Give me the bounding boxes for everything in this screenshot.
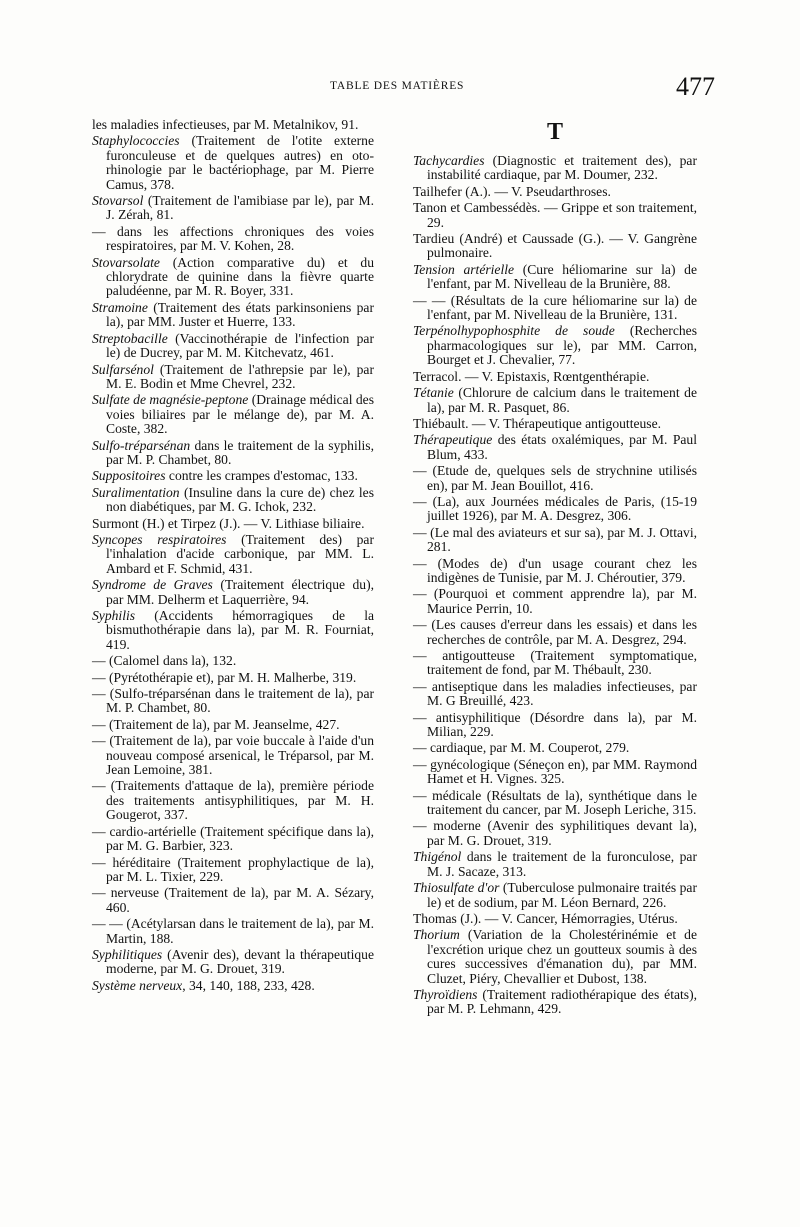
index-term: Suralimentation — [92, 484, 180, 500]
index-text: Surmont (H.) et Tirpez (J.). — V. Lithiase biliaire. — [92, 515, 365, 531]
index-text: (Tuberculose pulmonaire traités par le) et de sodium, par M. Léon Bernard, 226. — [427, 880, 697, 910]
index-text: (Traitement radiothérapique des états), par M. P. Lehmann, 429. — [427, 986, 697, 1017]
index-entry — [92, 825, 374, 854]
index-entry — [92, 439, 374, 468]
index-entry — [413, 201, 697, 230]
index-entry — [413, 881, 697, 910]
index-text: les maladies infectieuses, par M. Metalnikov, 91. — [92, 117, 359, 132]
index-term: Système nerveux — [92, 977, 183, 993]
index-entry — [92, 363, 374, 392]
index-term: Tachycardies — [413, 153, 485, 168]
index-text: Tanon et Cambessédès. — Grippe et son traitement, 29. — [413, 200, 697, 230]
index-entry — [413, 232, 697, 261]
index-text: — antigoutteuse (Traitement symptomatique, traitement de fond, par M. Thébault, 230. — [413, 648, 697, 678]
index-column-right — [413, 118, 697, 1019]
index-text: — (Traitements d'attaque de la), première période des traitements antisyphilitiques, par M. H. Gougerot, 337. — [92, 778, 374, 823]
index-entry — [92, 886, 374, 915]
index-term: Tétanie — [413, 385, 454, 401]
index-entry — [413, 680, 697, 709]
index-entry — [413, 154, 697, 183]
index-text: Tardieu (André) et Caussade (G.). — V. Gangrène pulmonaire. — [413, 231, 697, 261]
index-entry — [413, 324, 697, 367]
index-text: — moderne (Avenir des syphilitiques devant la), par M. G. Drouet, 319. — [413, 818, 697, 848]
index-term: Stovarsolate — [92, 254, 160, 270]
index-text: — (Modes de) d'un usage courant chez les indigènes de Tunisie, par M. J. Chéroutier, 379. — [413, 555, 697, 585]
index-text: (Action comparative du) et du chlorydrate de quinine dans la fièvre quarte paludéenne, par M. R. Boyer, 331. — [106, 254, 374, 299]
index-text: — (Les causes d'erreur dans les essais) et dans les recherches de contrôle, par M. A. Desgrez, 294. — [413, 617, 697, 647]
index-entry — [92, 948, 374, 977]
index-entry — [92, 654, 374, 668]
index-text: — antisyphilitique (Désordre dans la), par M. Milian, 229. — [413, 709, 697, 740]
index-term: Thyroïdiens — [413, 986, 478, 1002]
index-entry — [413, 557, 697, 586]
index-entry — [92, 578, 374, 607]
index-entry — [413, 495, 697, 524]
index-term: Thorium — [413, 927, 460, 943]
index-entry — [413, 263, 697, 292]
index-entry — [413, 433, 697, 462]
index-entry — [413, 850, 697, 879]
index-text: — (Le mal des aviateurs et sur sa), par M. J. Ottavi, 281. — [413, 524, 697, 555]
index-text: — (Etude de, quelques sels de strychnine utilisés en), par M. Jean Bouillot, 416. — [413, 463, 697, 493]
index-text: — — (Résultats de la cure héliomarine sur la) de l'enfant, par M. Nivelleau de la Brunière, 131. — [413, 292, 697, 323]
index-entry — [92, 917, 374, 946]
index-text: (Chlorure de calcium dans le traitement de la), par M. R. Pasquet, 86. — [427, 385, 697, 415]
index-text: — — (Acétylarsan dans le traitement de la), par M. Martin, 188. — [92, 916, 374, 946]
index-text: — (Traitement de la), par M. Jeanselme, 427. — [92, 716, 340, 732]
index-entry — [413, 587, 697, 616]
index-entry — [413, 464, 697, 493]
index-entry — [92, 517, 374, 531]
index-term: Syndrome de Graves — [92, 577, 213, 593]
index-text: (Drainage médical des voies biliaires par le mélange de), par M. A. Coste, 382. — [106, 392, 374, 437]
page-number: 477 — [676, 72, 715, 101]
index-text: Thiébault. — V. Thérapeutique antigoutteuse. — [413, 415, 662, 431]
index-entry — [413, 526, 697, 555]
index-term: Syncopes respiratoires — [92, 531, 227, 547]
index-entry — [413, 294, 697, 323]
index-term: Sulfate de magnésie-peptone — [92, 392, 249, 408]
index-entry — [92, 687, 374, 716]
index-entry — [413, 711, 697, 740]
index-text: (Insuline dans la cure de) chez les non diabétiques, par M. G. Ichok, 232. — [106, 484, 374, 515]
index-entry — [413, 649, 697, 678]
section-letter: T — [546, 119, 563, 145]
index-term: Suppositoires — [92, 468, 166, 484]
index-term: Tension artérielle — [413, 261, 515, 277]
index-entry — [92, 671, 374, 685]
index-text: (Traitement des états parkinsoniens par la), par MM. Juster et Huerre, 133. — [106, 299, 374, 330]
index-entry — [92, 734, 374, 777]
index-text: , 34, 140, 188, 233, 428. — [182, 977, 315, 993]
index-entry — [413, 758, 697, 787]
index-entry — [92, 393, 374, 436]
index-entry — [413, 417, 697, 431]
index-text: (Traitement de l'amibiase par le), par M. J. Zérah, 81. — [106, 193, 374, 223]
index-entry — [413, 386, 697, 415]
index-entry — [92, 718, 374, 732]
index-text: — cardiaque, par M. M. Couperot, 279. — [413, 740, 630, 756]
index-text: — dans les affections chroniques des voies respiratoires, par M. V. Kohen, 28. — [92, 223, 374, 254]
index-term: Syphilis — [92, 608, 136, 623]
index-text: contre les crampes d'estomac, 133. — [168, 468, 358, 484]
index-entry — [92, 486, 374, 515]
index-term: Stramoine — [92, 299, 148, 315]
index-text: (Diagnostic et traitement des), par instabilité cardiaque, par M. Doumer, 232. — [427, 153, 697, 183]
index-text: (Cure héliomarine sur la) de l'enfant, par M. Nivelleau de la Brunière, 88. — [427, 261, 697, 292]
index-text: — (La), aux Journées médicales de Paris, (15-19 juillet 1926), par M. A. Desgrez, 306. — [413, 493, 697, 524]
index-term: Thigénol — [413, 849, 462, 865]
index-text: dans le traitement de la furonculose, par M. J. Sacaze, 313. — [427, 849, 697, 879]
index-entry — [92, 256, 374, 299]
index-text: (Traitement des) par l'inhalation d'acide carbonique, par MM. L. Ambard et F. Schmid, 431. — [106, 531, 374, 576]
index-text: (Traitement de l'athrepsie par le), par M. E. Bodin et Mme Chevrel, 232. — [106, 361, 374, 391]
index-entry — [92, 609, 374, 652]
index-entry — [413, 912, 697, 926]
index-text: (Accidents hémorragiques de la bismuthothérapie dans la), par M. R. Fourniat, 419. — [106, 608, 375, 652]
index-entry — [413, 370, 697, 384]
index-entry — [413, 741, 697, 755]
index-entry — [92, 134, 374, 192]
index-entry — [92, 194, 374, 223]
index-column-left — [92, 118, 374, 995]
index-text: (Recherches pharmacologiques sur le), par MM. Carron, Bourget et J. Chevalier, 77. — [427, 323, 697, 368]
index-text: — (Traitement de la), par voie buccale à l'aide d'un nouveau composé arsenical, le Tréparsol, par M. Jean Lemoine, 381. — [92, 733, 374, 778]
index-entry — [92, 533, 374, 576]
index-entry — [413, 618, 697, 647]
index-entry — [92, 469, 374, 483]
index-text: — (Sulfo-tréparsénan dans le traitement de la), par M. P. Chambet, 80. — [92, 686, 374, 716]
index-entry — [92, 779, 374, 822]
index-term: Stovarsol — [92, 193, 144, 209]
index-text: Thomas (J.). — V. Cancer, Hémorragies, Utérus. — [413, 910, 678, 926]
index-text: (Traitement électrique du), par MM. Delherm et Laquerrière, 94. — [106, 577, 374, 607]
running-title: TABLE DES MATIÈRES — [330, 80, 465, 92]
index-term: Sulfo-tréparsénan — [92, 437, 191, 453]
index-text: — gynécologique (Séneçon en), par MM. Raymond Hamet et H. Vignes. 325. — [413, 756, 697, 787]
index-text: (Variation de la Cholestérinémie et de l'excrétion urique chez un goutteux soumis à des cures successives d'émanation du), par MM. Cluzet, Piéry, Chevallier et Dubost, 138. — [427, 927, 697, 986]
index-term: Streptobacille — [92, 330, 168, 346]
index-text: (Avenir des), devant la thérapeutique moderne, par M. G. Drouet, 319. — [106, 946, 374, 977]
index-term: Sulfarsénol — [92, 361, 154, 377]
index-entry — [92, 225, 374, 254]
index-text: — antiseptique dans les maladies infectieuses, par M. G Breuillé, 423. — [413, 678, 697, 709]
index-text: des états oxalémiques, par M. Paul Blum, 433. — [427, 432, 698, 462]
index-text: (Traitement de l'otite externe furonculeuse et de quelques autres) en oto-rhinologie par le bactériophage, par M. Pierre Camus, 378. — [106, 133, 375, 192]
index-term: Thérapeutique — [413, 432, 493, 448]
index-text: dans le traitement de la syphilis, par M. P. Chambet, 80. — [106, 437, 374, 467]
index-entries-right — [413, 154, 697, 1017]
index-term: Staphylococcies — [92, 133, 180, 149]
index-text: Tailhefer (A.). — V. Pseudarthroses. — [413, 183, 611, 199]
index-text: — médicale (Résultats de la), synthétique dans le traitement du cancer, par M. Joseph Leriche, 315. — [413, 787, 697, 818]
index-text: — (Pyrétothérapie et), par M. H. Malherbe, 319. — [92, 669, 357, 685]
index-entry — [413, 928, 697, 986]
index-text: — héréditaire (Traitement prophylactique de la), par M. L. Tixier, 229. — [92, 854, 374, 884]
index-term: Thiosulfate d'or — [413, 880, 500, 896]
index-text: (Vaccinothérapie de l'infection par le) de Ducrey, par M. M. Kitchevatz, 461. — [106, 330, 374, 361]
index-text: — nerveuse (Traitement de la), par M. A. Sézary, 460. — [92, 885, 374, 915]
index-entry — [92, 979, 374, 993]
index-entry — [92, 332, 374, 361]
index-entry — [413, 185, 697, 199]
index-text: — (Pourquoi et comment apprendre la), par M. Maurice Perrin, 10. — [413, 586, 697, 616]
index-entry — [92, 118, 374, 132]
index-entry — [413, 819, 697, 848]
index-text: — (Calomel dans la), 132. — [92, 653, 237, 669]
index-entry — [413, 988, 697, 1017]
index-text: Terracol. — V. Epistaxis, Rœntgenthérapie. — [413, 368, 650, 384]
index-term: Syphilitiques — [92, 946, 163, 962]
page-header — [0, 72, 800, 108]
index-entry — [92, 301, 374, 330]
index-entry — [92, 856, 374, 885]
index-entry — [413, 789, 697, 818]
index-text: — cardio-artérielle (Traitement spécifique dans la), par M. G. Barbier, 323. — [92, 823, 374, 854]
index-term: Terpénolhypophosphite de soude — [413, 323, 615, 339]
